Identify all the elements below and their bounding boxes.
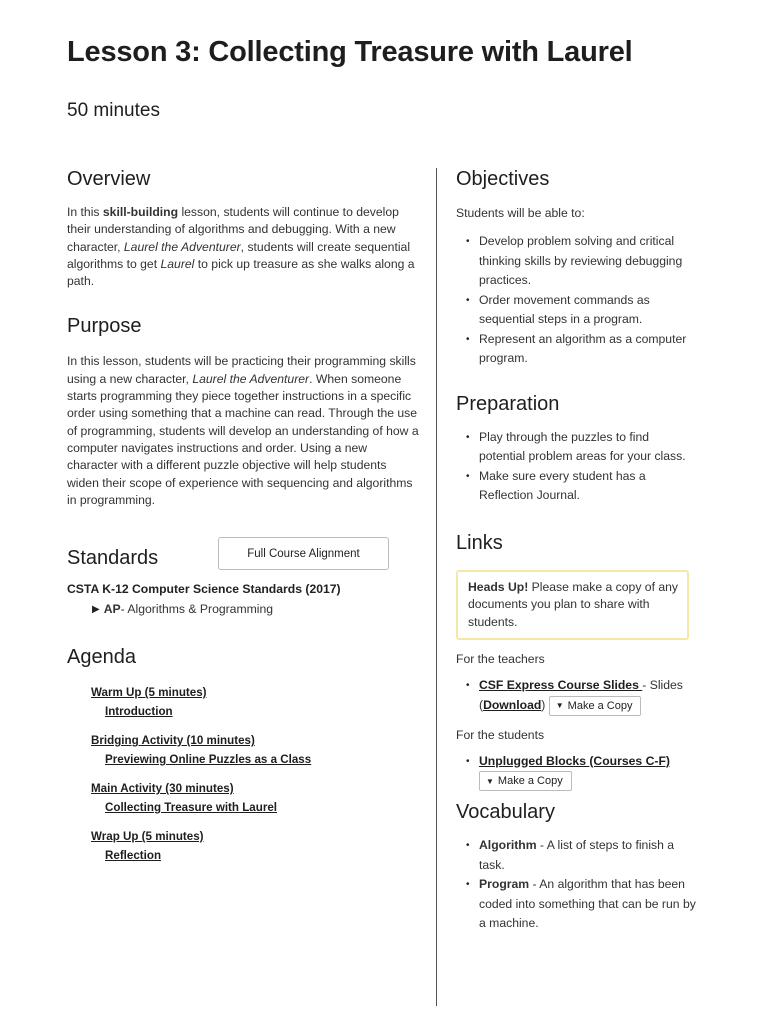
- for-students-label: For the students: [456, 727, 545, 742]
- purpose-heading: Purpose: [67, 315, 142, 338]
- agenda-link-reflection[interactable]: Reflection: [105, 849, 162, 863]
- objectives-section: [456, 168, 696, 369]
- agenda-section: [67, 646, 419, 865]
- left-column: [67, 168, 419, 875]
- unplugged-blocks-link[interactable]: Unplugged Blocks (Courses C-F): [479, 753, 670, 768]
- purpose-section: [67, 315, 419, 509]
- full-course-alignment-button[interactable]: Full Course Alignment: [218, 537, 389, 570]
- make-a-copy-button-students[interactable]: ▼ Make a Copy: [479, 771, 572, 791]
- objectives-intro: Students will be able to:: [456, 206, 585, 220]
- vocabulary-section: [456, 801, 696, 934]
- list-item: • Play through the puzzles to find potential problem areas for your class.: [456, 428, 696, 467]
- list-item: • CSF Express Course Slides - Slides (Download) ▼ Make a Copy: [456, 676, 696, 716]
- overview-section: [67, 168, 419, 290]
- caret-down-icon: ▼: [486, 776, 494, 786]
- agenda-group-bridging: [91, 731, 419, 769]
- purpose-text: In this lesson, students will be practicing their programming skills using a new character, Laurel the Adventurer. When someone starts programming they piece together instructions in a specific order using something that a machine can read. Through the use of programming, students will develop an understanding of how a computer navigates instructions and order. Using a new character with a different puzzle objective will help students widen their scope of experience with sequencing and algorithms in programming.: [67, 354, 419, 507]
- standards-section: [67, 537, 419, 616]
- standards-heading: Standards: [67, 547, 159, 570]
- agenda-link-bridging-activity[interactable]: Bridging Activity (10 minutes): [91, 734, 255, 748]
- skill-building-term: skill-building: [102, 205, 179, 219]
- agenda-link-collecting-treasure[interactable]: Collecting Treasure with Laurel: [105, 801, 278, 815]
- agenda-link-wrap-up[interactable]: Wrap Up (5 minutes): [91, 830, 204, 844]
- preparation-section: [456, 393, 696, 506]
- triangle-right-icon: ▶: [92, 603, 100, 615]
- agenda-group-wrap-up: [91, 827, 419, 865]
- teacher-links-list: [456, 676, 696, 716]
- vocabulary-heading: Vocabulary: [456, 801, 555, 823]
- for-teachers-label: For the teachers: [456, 652, 545, 666]
- caret-down-icon: ▼: [555, 701, 564, 710]
- heads-up-notice: Heads Up! Please make a copy of any documents you plan to share with students.: [456, 570, 689, 641]
- student-links-list: [456, 752, 696, 792]
- agenda-link-warm-up[interactable]: Warm Up (5 minutes): [91, 686, 207, 700]
- csf-slides-link[interactable]: CSF Express Course Slides: [479, 678, 643, 692]
- agenda-link-previewing-puzzles[interactable]: Previewing Online Puzzles as a Class: [105, 753, 312, 767]
- list-item: • Order movement commands as sequential steps in a program.: [456, 291, 696, 330]
- list-item: • Develop problem solving and critical thinking skills by reviewing debugging practices.: [456, 232, 696, 291]
- download-link[interactable]: Download: [483, 697, 542, 712]
- standard-ap-toggle[interactable]: ▶ AP - Algorithms & Programming: [92, 602, 274, 617]
- make-a-copy-button[interactable]: ▼ Make a Copy: [549, 696, 642, 716]
- preparation-list: [456, 428, 696, 506]
- objectives-list: [456, 232, 696, 369]
- objectives-heading: Objectives: [456, 168, 550, 190]
- vocabulary-list: [456, 836, 696, 934]
- list-item: • Represent an algorithm as a computer program.: [456, 330, 696, 369]
- list-item: [456, 752, 696, 792]
- list-item: • Make sure every student has a Reflection Journal.: [456, 467, 696, 506]
- links-section: [456, 532, 696, 792]
- column-divider: [436, 168, 437, 1006]
- agenda-group-warm-up: [91, 683, 419, 721]
- links-heading: Links: [456, 531, 503, 554]
- agenda-group-main: [91, 779, 419, 817]
- overview-heading: Overview: [67, 168, 151, 190]
- lesson-title: Lesson 3: Collecting Treasure with Laurel: [67, 36, 633, 68]
- right-column: [456, 168, 696, 934]
- standards-framework: CSTA K-12 Computer Science Standards (2017): [67, 582, 341, 597]
- list-item: • Algorithm - A list of steps to finish a task.: [456, 836, 696, 875]
- agenda-link-main-activity[interactable]: Main Activity (30 minutes): [91, 782, 234, 796]
- overview-text: In this skill-building lesson, students will continue to develop their understanding of algorithms and debugging. With a new character, Laurel the Adventurer, students will create sequential algorithms to get Laurel to pick up treasure as she walks along a path.: [67, 205, 415, 289]
- preparation-heading: Preparation: [456, 392, 560, 415]
- agenda-heading: Agenda: [67, 646, 136, 669]
- agenda-link-introduction[interactable]: Introduction: [105, 705, 173, 719]
- lesson-duration: 50 minutes: [67, 100, 160, 121]
- list-item: • Program - An algorithm that has been coded into something that can be run by a machine.: [456, 875, 696, 934]
